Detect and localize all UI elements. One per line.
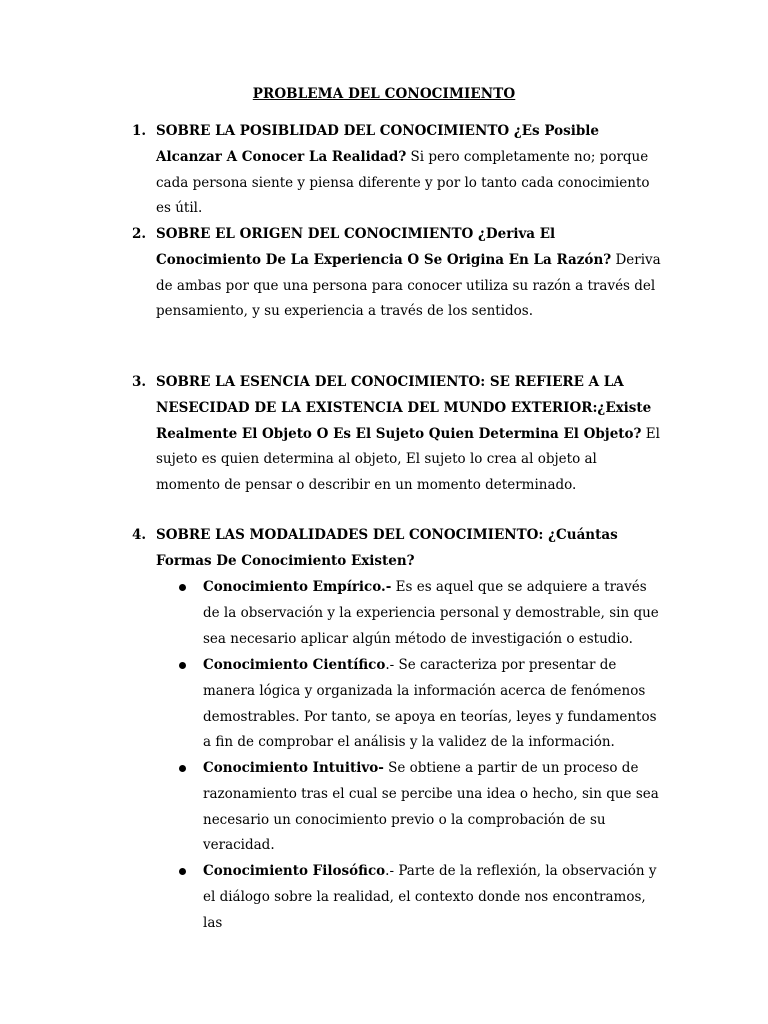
- bullet-item-1: [203, 575, 665, 652]
- bullet-text-3: Se obtiene a partir de un proceso de razonamiento tras el cual se percibe una idea o hecho, sin que sea necesario un conocimiento previo o la comprobación de su veracidad.: [203, 760, 659, 854]
- item-number-2: 2.: [132, 226, 147, 242]
- bullet-term-1: Conocimiento Empírico.-: [203, 579, 392, 595]
- item-heading-4: SOBRE LAS MODALIDADES DEL CONOCIMIENTO: ¿Cuántas Formas De Conocimiento Existen?: [156, 527, 618, 569]
- bullet-dot-icon: [179, 765, 186, 772]
- bullet-text-2: .- Se caracteriza por presentar de manera lógica y organizada la información acerca de fenómenos demostrables. Por tanto, se apoya en teorías, leyes y fundamentos a fin de comprobar el análisis y la validez de la información.: [203, 657, 657, 751]
- list-item-4: [156, 523, 662, 575]
- document-title: PROBLEMA DEL CONOCIMIENTO: [252, 86, 516, 102]
- bullet-text-4: .- Parte de la reflexión, la observación y el diálogo sobre la realidad, el contexto donde nos encontramos, las: [203, 863, 657, 931]
- bullet-term-4: Conocimiento Filosófico: [203, 863, 386, 879]
- item-number-3: 3.: [132, 374, 147, 390]
- bullet-dot-icon: [179, 868, 186, 875]
- bullet-item-4: [203, 859, 665, 936]
- item-body-1: Si pero completamente no; porque cada persona siente y piensa diferente y por lo tanto cada conocimiento es útil.: [156, 148, 650, 217]
- bullet-item-3: [203, 756, 665, 859]
- bullet-term-2: Conocimiento Científico: [203, 657, 386, 673]
- bullet-dot-icon: [179, 662, 186, 669]
- item-number-1: 1.: [132, 123, 147, 139]
- item-number-4: 4.: [132, 527, 147, 543]
- item-body-3: El sujeto es quien determina al objeto, El sujeto lo crea al objeto al momento de pensar o describir en un momento determinado.: [156, 425, 660, 494]
- bullet-text-1: Es es aquel que se adquiere a través de la observación y la experiencia personal y demostrable, sin que sea necesario aplicar algún método de investigación o estudio.: [203, 579, 659, 647]
- bullet-term-3: Conocimiento Intuitivo-: [203, 760, 384, 776]
- item-body-2: Deriva de ambas por que una persona para conocer utiliza su razón a través del pensamiento, y su experiencia a través de los sentidos.: [156, 251, 661, 320]
- list-item-2: [156, 222, 662, 325]
- item-heading-1: SOBRE LA POSIBLIDAD DEL CONOCIMIENTO ¿Es Posible Alcanzar A Conocer La Realidad?: [156, 123, 600, 165]
- bullet-dot-icon: [179, 584, 186, 591]
- item-heading-2: SOBRE EL ORIGEN DEL CONOCIMIENTO ¿Deriva El Conocimiento De La Experiencia O Se Origina En La Razón?: [156, 226, 612, 268]
- list-item-1: [156, 119, 662, 222]
- item-heading-3: SOBRE LA ESENCIA DEL CONOCIMIENTO: SE REFIERE A LA NESECIDAD DE LA EXISTENCIA DEL MUNDO EXTERIOR:¿Existe Realmente El Objeto O Es El Sujeto Quien Determina El Objeto?: [156, 374, 652, 442]
- list-item-3: [156, 370, 662, 499]
- bullet-item-2: [203, 653, 665, 756]
